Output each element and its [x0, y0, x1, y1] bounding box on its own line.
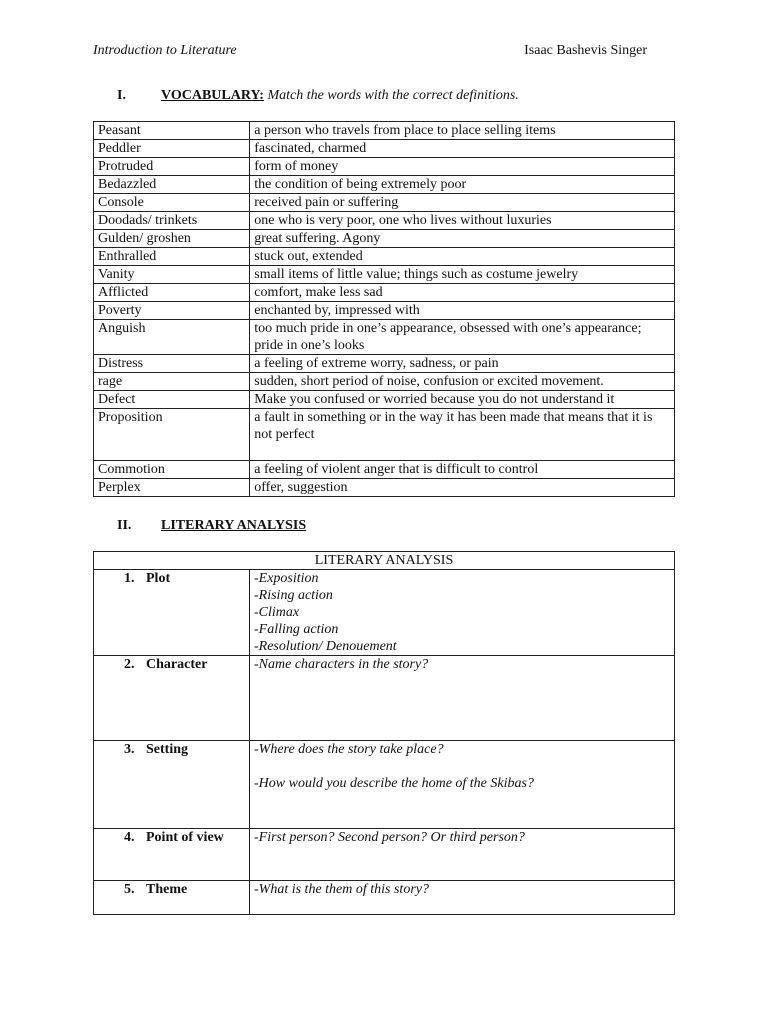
- analysis-prompt-line: -Falling action: [254, 622, 339, 637]
- analysis-prompt-line: -What is the them of this story?: [254, 882, 429, 897]
- vocab-word: Peasant: [94, 122, 250, 140]
- table-row: [94, 266, 675, 284]
- vocab-definition: stuck out, extended: [250, 248, 675, 266]
- table-row: [94, 122, 675, 140]
- section-instruction: Match the words with the correct definitions.: [263, 88, 519, 103]
- section-number: II.: [117, 518, 132, 533]
- table-row: [94, 320, 675, 355]
- table-row: [94, 479, 675, 497]
- analysis-number: 2.: [124, 657, 135, 672]
- page-header: [93, 43, 647, 61]
- analysis-prompt-line: -How would you describe the home of the Skibas?: [254, 776, 534, 791]
- analysis-prompts: [250, 741, 675, 829]
- analysis-label-text: Point of view: [146, 830, 224, 845]
- analysis-label: [94, 656, 250, 741]
- table-row: [94, 194, 675, 212]
- vocab-word: Gulden/ groshen: [94, 230, 250, 248]
- table-row: [94, 829, 675, 881]
- table-row: [94, 741, 675, 829]
- vocab-definition: sudden, short period of noise, confusion or excited movement.: [250, 373, 675, 391]
- table-row: [94, 355, 675, 373]
- vocab-word: Commotion: [94, 461, 250, 479]
- vocab-definition: received pain or suffering: [250, 194, 675, 212]
- table-caption: LITERARY ANALYSIS: [94, 552, 675, 570]
- vocab-definition: the condition of being extremely poor: [250, 176, 675, 194]
- vocab-definition: comfort, make less sad: [250, 284, 675, 302]
- table-row: [94, 140, 675, 158]
- literary-analysis-table: [93, 551, 675, 915]
- vocab-definition: great suffering. Agony: [250, 230, 675, 248]
- vocab-definition: enchanted by, impressed with: [250, 302, 675, 320]
- vocab-word: Doodads/ trinkets: [94, 212, 250, 230]
- vocab-definition: a feeling of extreme worry, sadness, or pain: [250, 355, 675, 373]
- section-title: LITERARY ANALYSIS: [161, 518, 307, 533]
- vocab-word: Protruded: [94, 158, 250, 176]
- vocab-word: Vanity: [94, 266, 250, 284]
- vocab-word: rage: [94, 373, 250, 391]
- analysis-prompts: [250, 829, 675, 881]
- vocab-definition: a person who travels from place to place selling items: [250, 122, 675, 140]
- analysis-label: [94, 881, 250, 915]
- vocab-definition: too much pride in one’s appearance, obsessed with one’s appearance; pride in one’s looks: [250, 320, 675, 355]
- analysis-label: [94, 829, 250, 881]
- vocab-word: Poverty: [94, 302, 250, 320]
- table-row: [94, 570, 675, 656]
- vocab-word: Proposition: [94, 409, 250, 461]
- vocab-word: Perplex: [94, 479, 250, 497]
- analysis-prompts: [250, 570, 675, 656]
- analysis-number: 4.: [124, 830, 135, 845]
- vocab-definition: offer, suggestion: [250, 479, 675, 497]
- analysis-prompt-line: [254, 758, 670, 775]
- analysis-prompts: [250, 656, 675, 741]
- table-caption-row: [94, 552, 675, 570]
- section-title: VOCABULARY:: [161, 88, 264, 103]
- analysis-prompt-line: -Climax: [254, 605, 300, 620]
- vocab-word: Peddler: [94, 140, 250, 158]
- analysis-prompt-line: -Name characters in the story?: [254, 657, 429, 672]
- vocabulary-table: [93, 121, 675, 497]
- analysis-label-text: Setting: [146, 742, 188, 757]
- vocab-word: Anguish: [94, 320, 250, 355]
- vocab-definition: form of money: [250, 158, 675, 176]
- analysis-prompt-line: -First person? Second person? Or third person?: [254, 830, 525, 845]
- vocab-definition: Make you confused or worried because you do not understand it: [250, 391, 675, 409]
- vocab-definition: fascinated, charmed: [250, 140, 675, 158]
- analysis-prompt-line: -Rising action: [254, 588, 333, 603]
- vocab-definition: one who is very poor, one who lives without luxuries: [250, 212, 675, 230]
- vocab-definition: a fault in something or in the way it has been made that means that it is not perfect: [250, 409, 675, 461]
- table-row: [94, 230, 675, 248]
- vocab-definition: small items of little value; things such as costume jewelry: [250, 266, 675, 284]
- vocab-word: Distress: [94, 355, 250, 373]
- table-row: [94, 284, 675, 302]
- table-row: [94, 212, 675, 230]
- analysis-number: 1.: [124, 571, 135, 586]
- course-title: Introduction to Literature: [93, 43, 237, 58]
- analysis-number: 3.: [124, 742, 135, 757]
- table-row: [94, 248, 675, 266]
- section-literary-analysis-heading: [117, 518, 306, 534]
- analysis-label: [94, 570, 250, 656]
- table-row: [94, 656, 675, 741]
- analysis-label-text: Plot: [146, 571, 171, 586]
- analysis-label-text: Character: [146, 657, 208, 672]
- vocab-word: Defect: [94, 391, 250, 409]
- author-name: Isaac Bashevis Singer: [524, 43, 647, 58]
- analysis-label: [94, 741, 250, 829]
- table-row: [94, 461, 675, 479]
- vocab-word: Enthralled: [94, 248, 250, 266]
- table-row: [94, 409, 675, 461]
- analysis-label-text: Theme: [146, 882, 188, 897]
- vocab-word: Bedazzled: [94, 176, 250, 194]
- analysis-prompt-line: -Where does the story take place?: [254, 742, 444, 757]
- table-row: [94, 176, 675, 194]
- vocab-word: Console: [94, 194, 250, 212]
- analysis-prompts: [250, 881, 675, 915]
- analysis-prompt-line: -Exposition: [254, 571, 319, 586]
- analysis-number: 5.: [124, 882, 135, 897]
- table-row: [94, 158, 675, 176]
- vocab-word: Afflicted: [94, 284, 250, 302]
- analysis-prompt-line: -Resolution/ Denouement: [254, 639, 397, 654]
- section-vocabulary-heading: [117, 88, 519, 104]
- table-row: [94, 373, 675, 391]
- table-row: [94, 302, 675, 320]
- table-row: [94, 881, 675, 915]
- section-number: I.: [117, 88, 126, 103]
- vocab-definition: a feeling of violent anger that is difficult to control: [250, 461, 675, 479]
- table-row: [94, 391, 675, 409]
